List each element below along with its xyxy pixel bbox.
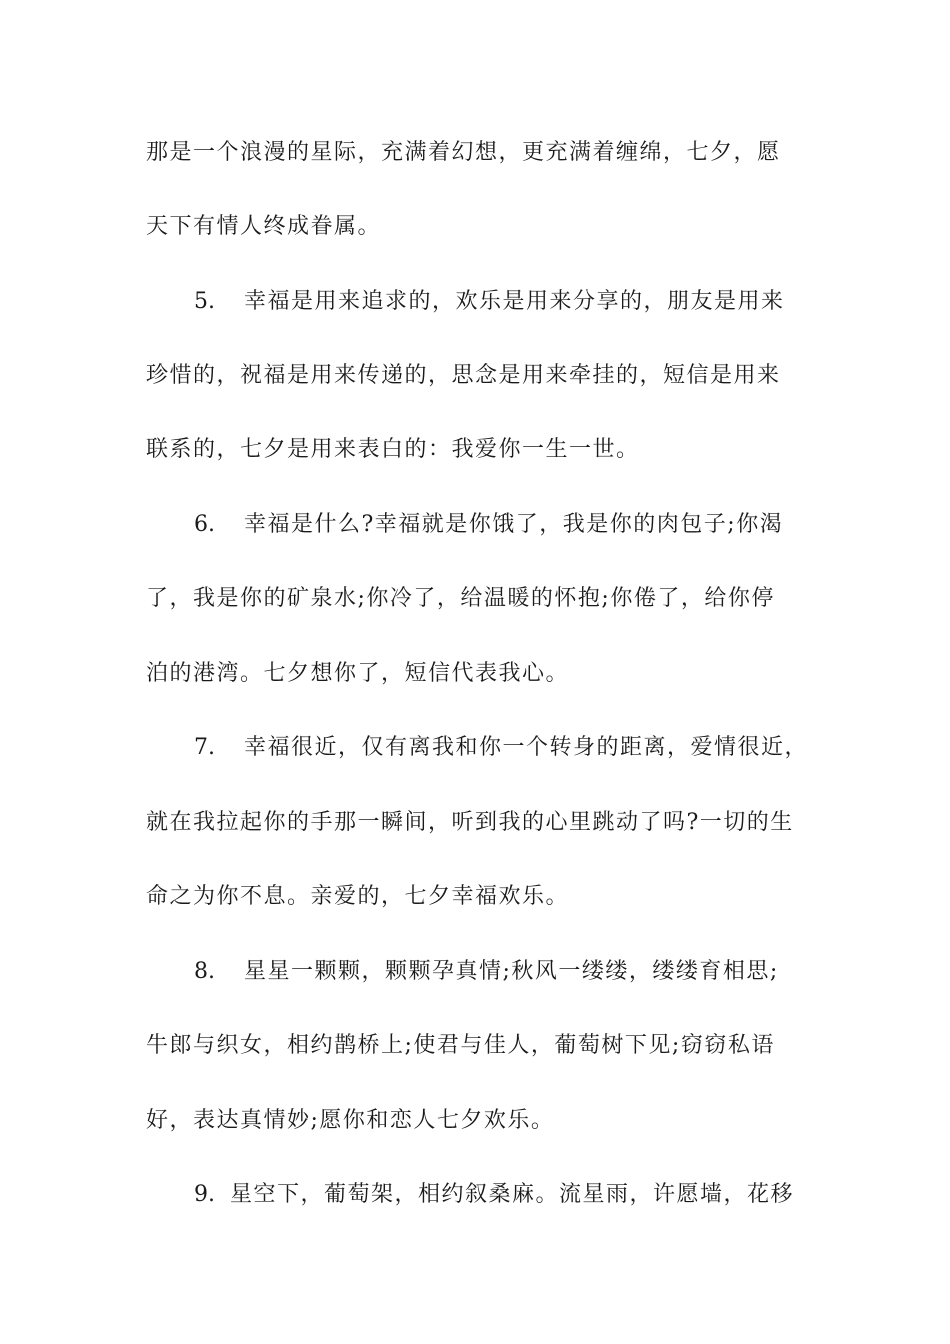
item-number: 9.	[194, 1182, 215, 1207]
text-span: 珍惜的，祝福是用来传递的，思念是用来牵挂的，短信是用来	[146, 363, 781, 388]
text-span: 命之为你不息。亲爱的，七夕幸福欢乐。	[146, 884, 570, 909]
text-line	[146, 877, 826, 917]
text-span: 那是一个浪漫的星际，充满着幻想，更充满着缠绵，七夕，愿	[146, 140, 781, 165]
text-span: 联系的，七夕是用来表白的：我爱你一生一世。	[146, 437, 640, 462]
text-span: 牛郎与织女，相约鹊桥上;使君与佳人，葡萄树下见;窃窃私语	[146, 1033, 775, 1058]
text-span: 星空下，葡萄架，相约叙桑麻。流星雨，许愿墙，花移	[230, 1182, 795, 1207]
text-span: 了，我是你的矿泉水;你冷了，给温暖的怀抱;你倦了，给你停	[146, 586, 775, 611]
text-line	[146, 133, 826, 173]
text-span: 泊的港湾。七夕想你了，短信代表我心。	[146, 661, 570, 686]
item-number: 7.	[194, 735, 215, 760]
text-span: 天下有情人终成眷属。	[146, 214, 382, 239]
text-line	[146, 1026, 826, 1066]
text-line	[146, 356, 826, 396]
list-item-8	[194, 952, 874, 992]
list-item-7	[194, 728, 874, 768]
text-span: 星星一颗颗，颗颗孕真情;秋风一缕缕，缕缕育相思;	[244, 959, 779, 984]
text-line	[146, 803, 826, 843]
item-number: 5.	[194, 289, 215, 314]
list-item-9	[194, 1175, 874, 1215]
text-span: 好，表达真情妙;愿你和恋人七夕欢乐。	[146, 1108, 555, 1133]
item-number: 8.	[194, 959, 215, 984]
text-line	[146, 1101, 826, 1141]
text-line	[146, 430, 826, 470]
text-span: 幸福是用来追求的，欢乐是用来分享的，朋友是用来	[244, 289, 785, 314]
text-span: 就在我拉起你的手那一瞬间，听到我的心里跳动了吗?一切的生	[146, 810, 794, 835]
text-span: 幸福是什么?幸福就是你饿了，我是你的肉包子;你渴	[244, 512, 784, 537]
text-span: 幸福很近，仅有离我和你一个转身的距离，爱情很近，	[244, 735, 809, 760]
list-item-6	[194, 505, 874, 545]
list-item-5	[194, 282, 874, 322]
text-line	[146, 654, 826, 694]
text-line	[146, 579, 826, 619]
item-number: 6.	[194, 512, 215, 537]
text-line	[146, 207, 826, 247]
